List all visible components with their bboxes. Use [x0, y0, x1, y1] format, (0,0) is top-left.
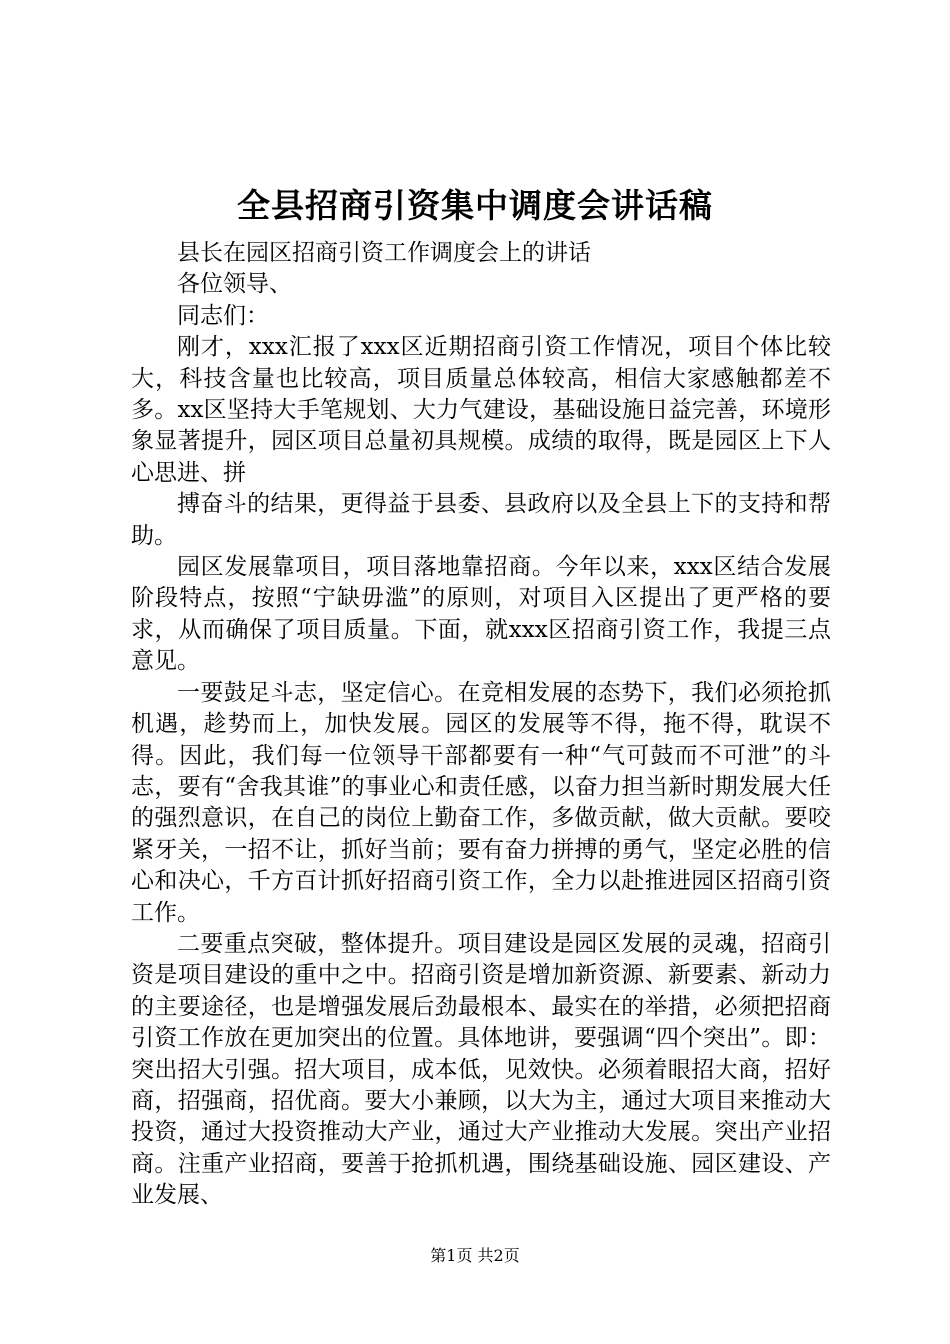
body-paragraph: 搏奋斗的结果，更得益于县委、县政府以及全县上下的支持和帮助。	[131, 491, 831, 549]
salutation-comrades: 同志们：	[177, 302, 269, 329]
document-title: 全县招商引资集中调度会讲话稿	[237, 186, 713, 225]
page-number-footer: 第1页 共2页	[430, 1246, 520, 1265]
document-body	[131, 238, 831, 1212]
speech-subtitle: 县长在园区招商引资工作调度会上的讲话	[177, 240, 591, 266]
body-paragraph: 一要鼓足斗志，坚定信心。在竞相发展的态势下，我们必须抢抓机遇，趁势而上，加快发展。园区的发展等不得，拖不得，耽误不得。因此，我们每一位领导干部都要有一种“气可鼓而不可泄”的斗志，要有“舍我其谁”的事业心和责任感，以奋力担当新时期发展大任的强烈意识，在自己的岗位上勤奋工作，多做贡献，做大贡献。要咬紧牙关，一招不让，抓好当前；要有奋力拼搏的勇气，坚定必胜的信心和决心，千方百计抓好招商引资工作，全力以赴推进园区招商引资工作。	[131, 679, 831, 926]
body-paragraph: 园区发展靠项目，项目落地靠招商。今年以来，xxx区结合发展阶段特点，按照“宁缺毋滥”的原则，对项目入区提出了更严格的要求，从而确保了项目质量。下面，就xxx区招商引资工作，我提三点意见。	[131, 554, 831, 675]
body-paragraph: 二要重点突破，整体提升。项目建设是园区发展的灵魂，招商引资是项目建设的重中之中。招商引资是增加新资源、新要素、新动力的主要途径，也是增强发展后劲最根本、最实在的举措，必须把招商引资工作放在更加突出的位置。具体地讲，要强调“四个突出”。即：突出招大引强。招大项目，成本低，见效快。必须着眼招大商，招好商，招强商，招优商。要大小兼顾，以大为主，通过大项目来推动大投资，通过大投资推动大产业，通过大产业推动大发展。突出产业招商。注重产业招商，要善于抢抓机遇，围绕基础设施、园区建设、产业发展、	[131, 930, 831, 1209]
salutation-leaders: 各位领导、	[177, 271, 292, 298]
body-paragraph: 刚才，xxx汇报了xxx区近期招商引资工作情况，项目个体比较大，科技含量也比较高，项目质量总体较高，相信大家感触都差不多。xx区坚持大手笔规划、大力气建设，基础设施日益完善，环境形象显著提升，园区项目总量初具规模。成绩的取得，既是园区上下人心思进、拼	[131, 334, 831, 486]
